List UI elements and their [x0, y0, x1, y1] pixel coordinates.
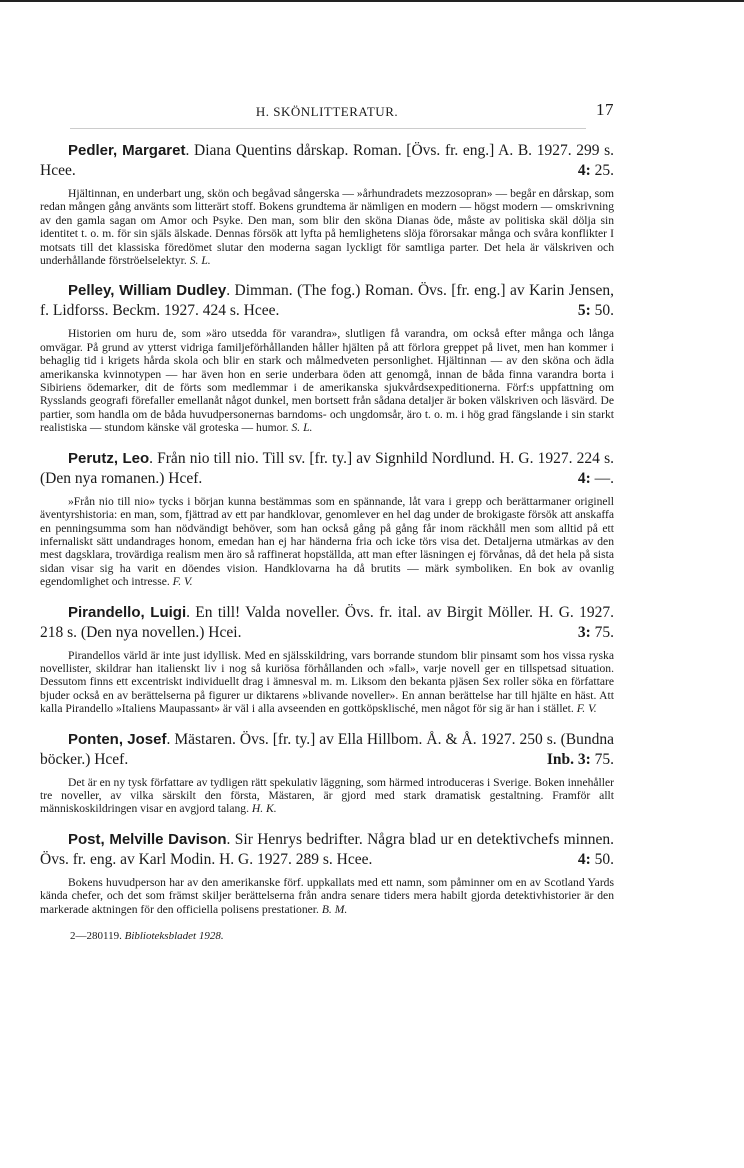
reviewer-signature: F. V. [172, 575, 193, 589]
reviewer-signature: B. M. [321, 902, 348, 916]
entry-heading [40, 830, 614, 870]
author-name: Pirandello, Luigi [68, 603, 187, 621]
bibliographic-info: . Från nio till nio. Till sv. [fr. ty.] av Signhild Nordlund. H. G. 1927. 224 s. (Den nya romanen.) Hcef. [40, 449, 614, 487]
price: 4: 50. [577, 850, 614, 868]
entry-post [40, 830, 614, 916]
reviewer-signature: S. L. [291, 421, 313, 435]
document-page [40, 100, 615, 942]
bibliographic-info: . Sir Henrys bedrifter. Några blad ur en detektivchefs minnen. Övs. fr. eng. av Karl Modin. H. G. 1927. 289 s. Hcee. [40, 830, 614, 868]
page-top-border [0, 0, 744, 2]
page-footer [40, 930, 614, 942]
entry-perutz [40, 449, 614, 589]
reviewer-signature: F. V. [576, 702, 597, 716]
author-name: Ponten, Josef [68, 730, 167, 748]
entry-heading [40, 449, 614, 489]
price: 3: 75. [577, 623, 614, 641]
entry-pirandello [40, 603, 614, 716]
page-number: 17 [596, 100, 614, 119]
review-text: Hjältinnan, en underbart ung, skön och begåvad sångerska — »århundradets mezzosopran» — begår en dårskap, som redan mången gång använts som litterärt stoff. Bokens grundtema är nämligen en modern — högst modern — omskrivning av den gamla sagan om Amor och Psyke. Den man, som blir den sköna Dianas öde, måste av politiska skäl dölja sin identitet t. o. m. för sin själs älskade. Dennas försök att lyfta på hemlighetens slöja förorsakar många och svåra konflikter I motsats till det klassiska föredömet slutar den moderna sagan lyckligt för samtliga parter. Det hela är välskriven och underhållande förströelselektyr. S. L. [40, 187, 614, 268]
review-text: »Från nio till nio» tycks i början kunna bestämmas som en spännande, låt vara i grepp och berättarmaner originell äventyrshistoria: en man, som, fjättrad av ett par handklovar, genomlever en hel dag under de brokigaste försök att anskaffa en penningsumma som han nödvändigt behöver, som han också gång på gång får inom räckhåll men som alltid på ett infernaliskt sätt undandrages honom, emedan han ej har händerna fria och icke törs visa det. Detaljerna utmärkas av den mest dagsklara, trovärdiga realism men äro så raffinerat hopställda, att man efter läsningen ej förvånas, då det hela på sista sidan visar sig ha varit en döendes vision. Handklovarna ha då brutits — märk symboliken. En bok av ovanlig egendomlighet och intresse. F. V. [40, 494, 614, 589]
section-title: H. SKÖNLITTERATUR. [255, 104, 399, 119]
running-header [40, 100, 614, 126]
entry-heading [40, 603, 614, 643]
price: Inb. 3: 75. [546, 750, 614, 768]
bibliographic-info: . En till! Valda noveller. Övs. fr. ital. av Birgit Möller. H. G. 1927. 218 s. (Den nya novellen.) Hcei. [40, 603, 614, 641]
price: 4: 25. [577, 162, 614, 179]
price: 5: 50. [577, 302, 614, 320]
review-text: Det är en ny tysk författare av tydligen rätt spekulativ läggning, som härmed introduceras i Sverige. Boken innehåller tre noveller, av vilka särskilt den första, Mästaren, är gjord med stark dramatisk gestaltning. Framför allt människoskildringen visar en avgjord talang. H. K. [40, 775, 614, 816]
sheet-number: 2—280119. [70, 930, 122, 942]
author-name: Pelley, William Dudley [68, 282, 227, 300]
entry-ponten [40, 730, 614, 816]
reviewer-signature: S. L. [189, 254, 211, 268]
review-text: Bokens huvudperson har av den amerikanske förf. uppkallats med ett namn, som påminner om en av Scotland Yards kända chefer, och det som främst skiljer berättelserna från andra senare tiders mera habilt gjorda detektivhistorier är den markerade aktningen för den officiella polisens prestationer. B. M. [40, 875, 614, 916]
entry-pedler [40, 141, 614, 267]
bibliographic-info: . Diana Quentins dårskap. Roman. [Övs. fr. eng.] A. B. 1927. 299 s. Hcee. [40, 142, 615, 179]
bibliographic-info: . Mästaren. Övs. [fr. ty.] av Ella Hillbom. Å. & Å. 1927. 250 s. (Bundna böcker.) Hcef. [40, 730, 614, 768]
author-name: Perutz, Leo [68, 449, 150, 467]
reviewer-signature: H. K. [251, 802, 277, 816]
entry-pelley [40, 281, 614, 434]
review-text: Pirandellos värld är inte just idyllisk. Med en själsskildring, vars borrande stundom blir pinsamt som hos vissa ryska novellister, skildrar han italienskt liv i nog så kuriösa förhållanden och »fall», varje novell ger en tillspetsad situation. Dessutom finns ett excentriskt individuellt drag i ämnesval m. m. Liksom den bekanta pjäsen Sex roller söka en författare bjuder också en av berättelserna på figurer ur diktarens »blivande noveller». En annan berättelse har till hjälte en häst. Att kalla Pirandello »Italiens Maupassant» är väl i alla avseenden en gottköpsklisché, men något för sig är han i stället. F. V. [40, 648, 614, 716]
entry-heading [40, 730, 614, 770]
author-name: Post, Melville Davison [68, 830, 227, 848]
price: 4: —. [577, 469, 614, 487]
review-text: Historien om huru de, som »äro utsedda för varandra», slutligen få varandra, om också efter många och långa omvägar. På grund av ytterst vidriga familjeförhållanden håller hjälten på att förlora greppet på livet, men han kommer i behaglig tid i krigets hårda skola och blir en stark och målmedveten personlighet. Hjältinnan — av den sköna och ädla amerikanska kvinnotypen — har även hon en serie underbara öden att genomgå, innan de båda finna varandra borta i Sibiriens ödemarker, dit de förts som medlemmar i de amerikanska sjukvårdsexpeditionerna. Förf:s uppfattning om Rysslands geografi förefaller emellanåt något dunkel, men bortsett från sådana detaljer är boken välskriven och läsvärd. De partier, som handla om de båda huvudpersonernas barndoms- och ungdomsår, äro t. o. m. i hög grad fängslande i sin starkt realistiska — stundom känske väl groteska — humor. S. L. [40, 327, 614, 435]
entry-heading [40, 281, 614, 321]
bibliographic-info: . Dimman. (The fog.) Roman. Övs. [fr. eng.] av Karin Jensen, f. Lidforss. Beckm. 1927. 424 s. Hcee. [40, 282, 614, 320]
header-rule [70, 128, 586, 129]
author-name: Pedler, Margaret [68, 142, 186, 159]
entry-heading [40, 141, 614, 181]
journal-name: Biblioteksbladet 1928. [124, 930, 224, 942]
